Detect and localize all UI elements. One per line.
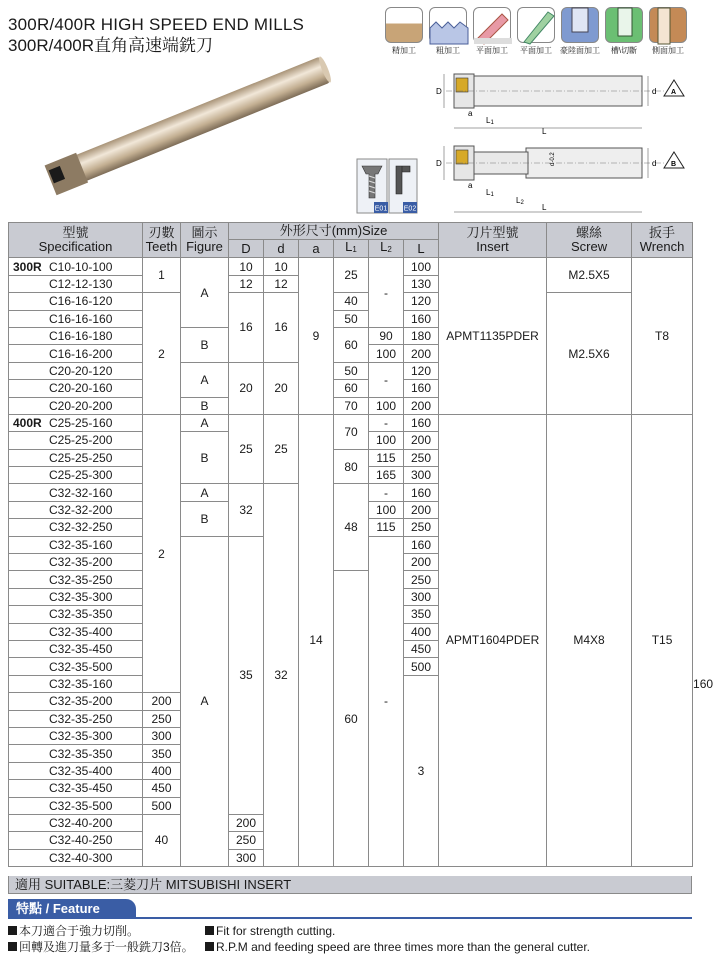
L-cell: 160 (404, 484, 439, 501)
model-cell: C12-12-130 (9, 275, 143, 292)
insert-screw-pictures (356, 158, 418, 214)
L2-cell: 115 (369, 449, 404, 466)
header-teeth: 刃數 Teeth (143, 223, 181, 258)
bullet-icon (8, 926, 17, 935)
suitable-insert-note: 適用 SUITABLE:三菱刀片 MITSUBISHI INSERT (8, 876, 692, 894)
L2-cell: 165 (369, 467, 404, 484)
L1-cell: 50 (334, 310, 369, 327)
model-cell: 300R C10-10-100 (9, 258, 143, 275)
end-mill-photo (20, 62, 340, 192)
L-cell: 200 (229, 814, 264, 831)
a-cell: 9 (299, 258, 334, 415)
op-finishing: 精加工 (384, 7, 424, 56)
figure-a-label: A (671, 89, 677, 96)
dim-label-D: D (436, 87, 442, 96)
L-cell: 130 (404, 275, 439, 292)
model-cell: C32-35-450 (9, 640, 143, 657)
L2-cell: - (369, 484, 404, 501)
L-cell: 400 (404, 623, 439, 640)
model-cell: C32-32-250 (9, 519, 143, 536)
bullet-icon (8, 942, 17, 951)
model-cell: C32-35-200 (9, 693, 143, 710)
L-cell: 180 (404, 327, 439, 344)
screw-cell: M2.5X5 (547, 258, 632, 293)
header-d: d (264, 240, 299, 258)
L-cell: 450 (404, 640, 439, 657)
header-L: L (404, 240, 439, 258)
model-cell: C32-35-300 (9, 588, 143, 605)
model-cell: C25-25-250 (9, 449, 143, 466)
L2-cell: 115 (369, 519, 404, 536)
L-cell: 500 (404, 658, 439, 675)
model-cell: C32-32-200 (9, 501, 143, 518)
L-cell: 300 (229, 849, 264, 866)
d-cell: 32 (264, 484, 299, 867)
screw-cell: M2.5X6 (547, 293, 632, 415)
L1-cell: 70 (334, 414, 369, 449)
L1-cell: 80 (334, 449, 369, 484)
feature-heading: 特點 / Feature (8, 899, 136, 919)
L2-cell: - (369, 414, 404, 431)
L-cell: 250 (404, 571, 439, 588)
L-cell: 200 (404, 345, 439, 362)
model-cell: C20-20-120 (9, 362, 143, 379)
dim-label-L: L (542, 127, 547, 136)
header-a: a (299, 240, 334, 258)
figure-cell: B (181, 327, 229, 362)
table-row (9, 258, 693, 275)
model-cell: C32-35-300 (9, 727, 143, 744)
L-cell: 160 (404, 310, 439, 327)
L2-cell: 90 (369, 327, 404, 344)
model-cell: C32-35-500 (9, 658, 143, 675)
insert-cell: APMT1135PDER (439, 258, 547, 415)
a-cell: 14 (299, 414, 334, 866)
op-face-2: 平面加工 (516, 7, 556, 56)
model-cell: C32-40-250 (9, 832, 143, 849)
L-cell: 300 (404, 467, 439, 484)
d-cell: 20 (264, 362, 299, 414)
d-cell: 12 (264, 275, 299, 292)
bullet-icon (205, 926, 214, 935)
L-cell: 250 (404, 519, 439, 536)
L1-cell: 70 (334, 397, 369, 414)
teeth-cell: 1 (143, 258, 181, 293)
feature-divider (136, 917, 692, 919)
L2-cell: 100 (369, 397, 404, 414)
model-cell: C20-20-160 (9, 380, 143, 397)
specification-table (8, 222, 713, 867)
table-row: C32-35-160 3 160 (9, 675, 693, 692)
model-cell: C32-35-400 (9, 623, 143, 640)
header-L2: L2 (369, 240, 404, 258)
L-cell: 200 (404, 397, 439, 414)
model-cell: C32-35-160 (9, 675, 143, 692)
feature-item-cn-2: 回轉及進刀量多于一般銑刀3倍。 (8, 940, 194, 955)
D-cell: 16 (229, 293, 264, 363)
L-cell: 200 (404, 432, 439, 449)
header-L1: L1 (334, 240, 369, 258)
insert-label-e01: E01 (374, 205, 388, 213)
d-cell: 25 (264, 414, 299, 484)
teeth-cell: 2 (143, 414, 181, 692)
L-cell: 250 (143, 710, 181, 727)
feature-item-en-1: Fit for strength cutting. (205, 924, 335, 939)
dim-label-a-b: a (468, 181, 473, 190)
L1-cell: 40 (334, 293, 369, 310)
dim-label-L1-b: L1 (486, 188, 494, 198)
L-cell: 160 (404, 380, 439, 397)
technical-drawing (430, 70, 692, 220)
page-title-chinese: 300R/400R直角高速端銑刀 (8, 36, 214, 55)
L2-cell: - (369, 536, 404, 866)
slotting-icon (605, 7, 643, 43)
D-cell: 10 (229, 258, 264, 275)
figure-cell: A (181, 484, 229, 501)
figure-cell: A (181, 414, 229, 431)
side-milling-icon (649, 7, 687, 43)
dim-label-D-b: D (436, 159, 442, 168)
dim-label-L-b: L (542, 203, 547, 212)
L2-cell: 100 (369, 432, 404, 449)
table-row (9, 414, 693, 431)
D-cell: 35 (229, 536, 264, 814)
model-cell: C16-16-200 (9, 345, 143, 362)
model-cell: C32-32-160 (9, 484, 143, 501)
L-cell: 200 (404, 501, 439, 518)
L-cell: 120 (404, 293, 439, 310)
d-cell: 10 (264, 258, 299, 275)
L-cell: 300 (404, 588, 439, 605)
L-cell: 200 (404, 554, 439, 571)
L-cell: 200 (143, 693, 181, 710)
dim-label-d: d (652, 87, 657, 96)
figure-cell: B (181, 397, 229, 414)
L-cell: 160 (404, 536, 439, 553)
dim-label-a: a (468, 109, 473, 118)
teeth-cell: 2 (143, 293, 181, 415)
figure-cell: A (181, 258, 229, 328)
op-side: 側面加工 (648, 7, 688, 56)
L-cell: 250 (404, 449, 439, 466)
dim-label-L1: L1 (486, 116, 494, 126)
op-slotting: 槽\切斷 (604, 7, 644, 56)
model-cell: C32-35-250 (9, 571, 143, 588)
figure-cell: B (181, 432, 229, 484)
shoulder-icon (561, 7, 599, 43)
model-cell: C16-16-180 (9, 327, 143, 344)
op-shoulder: 豪陸面加工 (560, 7, 600, 56)
header-figure: 圖示 Figure (181, 223, 229, 258)
D-cell: 20 (229, 362, 264, 414)
dim-label-L2-b: L2 (516, 196, 524, 206)
operation-icons (384, 7, 694, 59)
model-cell: C32-40-200 (9, 814, 143, 831)
L1-cell: 60 (334, 327, 369, 362)
L-cell: 160 (404, 414, 439, 431)
wrench-cell: T8 (632, 258, 693, 415)
L2-cell: 100 (369, 345, 404, 362)
L1-cell: 60 (334, 380, 369, 397)
L1-cell: 25 (334, 258, 369, 293)
model-cell: C32-35-250 (9, 710, 143, 727)
dim-label-d02: d-0.2 (550, 152, 556, 166)
feature-item-en-2: R.P.M and feeding speed are three times more than the general cutter. (205, 940, 590, 955)
title-block (8, 14, 304, 56)
L-cell: 120 (404, 362, 439, 379)
D-cell: 40 (143, 814, 181, 866)
header-insert: 刀片型號 Insert (439, 223, 547, 258)
L-cell: 350 (404, 606, 439, 623)
L1-cell: 50 (334, 362, 369, 379)
L1-cell: 60 (334, 571, 369, 867)
model-cell: C16-16-120 (9, 293, 143, 310)
insert-label-e02: E02 (403, 205, 417, 213)
bullet-icon (205, 942, 214, 951)
figure-cell: B (181, 501, 229, 536)
model-cell: C32-35-350 (9, 606, 143, 623)
L2-cell: - (369, 258, 404, 328)
feature-item-cn-1: 本刀適合于強力切削。 (8, 924, 139, 939)
op-roughing: 粗加工 (428, 7, 468, 56)
model-cell: C32-35-200 (9, 554, 143, 571)
model-cell: C32-35-400 (9, 762, 143, 779)
L-cell: 400 (143, 762, 181, 779)
page-title: 300R/400R HIGH SPEED END MILLS (8, 15, 305, 34)
figure-cell: A (181, 362, 229, 397)
face-milling-icon (473, 7, 511, 43)
d-cell: 16 (264, 293, 299, 363)
model-cell: C20-20-200 (9, 397, 143, 414)
wrench-cell: T15 (632, 414, 693, 866)
model-cell: C25-25-200 (9, 432, 143, 449)
model-cell: C32-35-450 (9, 780, 143, 797)
face-milling-2-icon (517, 7, 555, 43)
screw-cell: M4X8 (547, 414, 632, 866)
header-screw: 螺絲 Screw (547, 223, 632, 258)
D-cell: 32 (229, 484, 264, 536)
header-wrench: 扳手 Wrench (632, 223, 693, 258)
model-cell: C32-35-160 (9, 536, 143, 553)
L-cell: 100 (404, 258, 439, 275)
header-D: D (229, 240, 264, 258)
model-cell: C16-16-160 (9, 310, 143, 327)
teeth-cell: 3 (404, 675, 439, 866)
header-specification: 型號 Specification (9, 223, 143, 258)
L-cell: 350 (143, 745, 181, 762)
roughing-icon (429, 7, 467, 43)
model-cell: C32-40-300 (9, 849, 143, 866)
L-cell: 500 (143, 797, 181, 814)
model-cell: C32-35-500 (9, 797, 143, 814)
model-cell: C25-25-300 (9, 467, 143, 484)
L2-cell: - (369, 362, 404, 397)
model-cell: 400R C25-25-160 (9, 414, 143, 431)
L1-cell: 48 (334, 484, 369, 571)
header-size: 外形尺寸(mm)Size (229, 223, 439, 240)
op-face: 平面加工 (472, 7, 512, 56)
L-cell: 450 (143, 780, 181, 797)
table-row (9, 293, 693, 310)
model-cell: C32-35-350 (9, 745, 143, 762)
figure-cell: A (181, 536, 229, 866)
L-cell: 300 (143, 727, 181, 744)
L2-cell: 100 (369, 501, 404, 518)
finishing-icon (385, 7, 423, 43)
figure-b-label: B (671, 161, 677, 168)
insert-cell: APMT1604PDER (439, 414, 547, 866)
dim-label-d-b: d (652, 159, 657, 168)
D-cell: 12 (229, 275, 264, 292)
L-cell: 250 (229, 832, 264, 849)
D-cell: 25 (229, 414, 264, 484)
